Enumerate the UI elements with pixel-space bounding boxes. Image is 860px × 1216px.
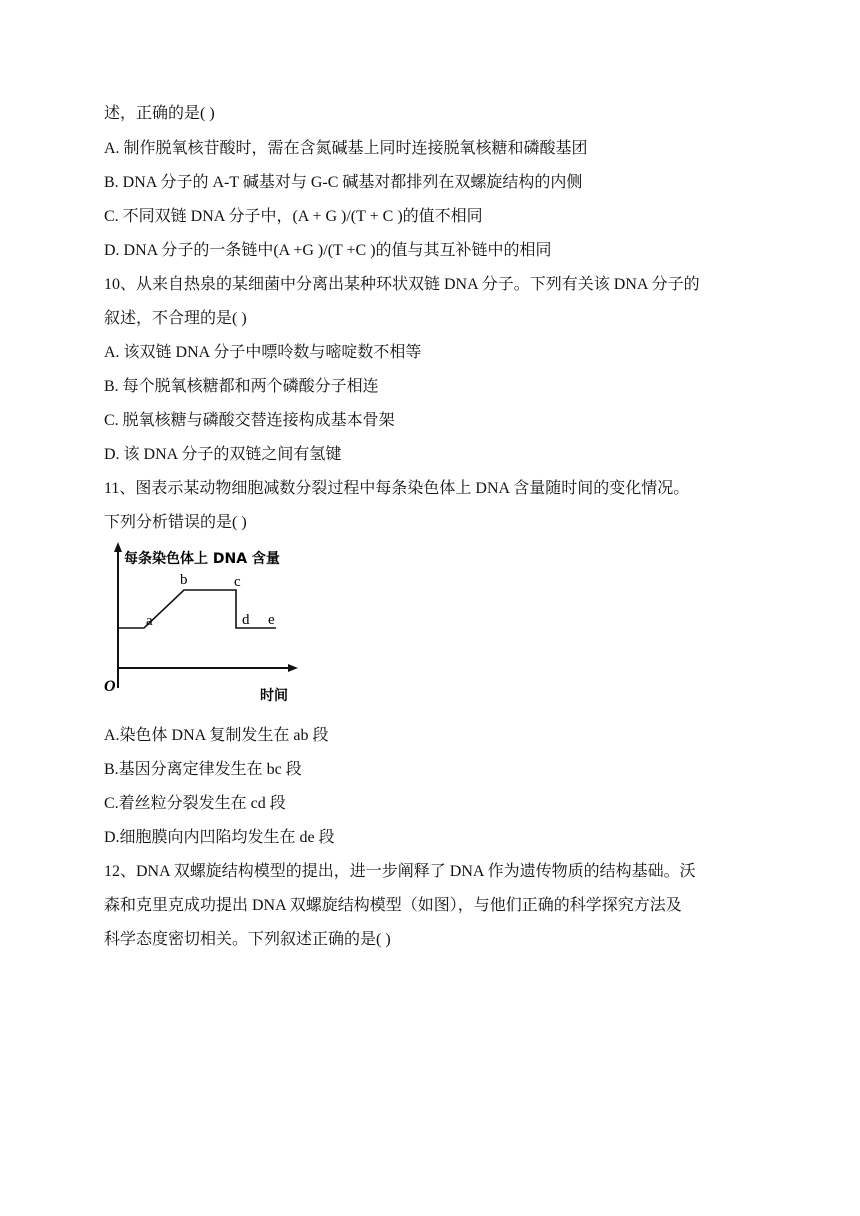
q9-stem-end: 述，正确的是( )	[104, 105, 215, 122]
origin-label: O	[104, 678, 116, 695]
q11-option-d: D.细胞膜向内凹陷均发生在 de 段	[104, 829, 335, 846]
q12-stem-line2: 森和克里克成功提出 DNA 双螺旋结构模型（如图），与他们正确的科学探究方法及	[104, 897, 682, 914]
q9-option-b: B. DNA 分子的 A-T 碱基对与 G-C 碱基对都排列在双螺旋结构的内侧	[104, 174, 583, 191]
q11-stem-line1: 11、图表示某动物细胞减数分裂过程中每条染色体上 DNA 含量随时间的变化情况。	[104, 480, 690, 497]
y-axis-arrow	[114, 542, 122, 552]
dna-content-graph	[100, 540, 320, 710]
q11-option-b: B.基因分离定律发生在 bc 段	[104, 761, 302, 778]
x-axis-arrow	[288, 664, 298, 672]
point-label-a: a	[146, 613, 153, 629]
q10-stem-line1: 10、从来自热泉的某细菌中分离出某种环状双链 DNA 分子。下列有关该 DNA 分子的	[104, 276, 700, 293]
point-label-d: d	[242, 612, 250, 628]
q9-option-a: A. 制作脱氧核苷酸时，需在含氮碱基上同时连接脱氧核糖和磷酸基团	[104, 140, 588, 157]
dna-content-figure	[100, 540, 320, 710]
point-label-c: c	[234, 574, 241, 590]
q10-stem-line2: 叙述，不合理的是( )	[104, 310, 247, 327]
y-axis-label: 每条染色体上 DNA 含量	[124, 551, 280, 567]
q10-option-a: A. 该双链 DNA 分子中嘌呤数与嘧啶数不相等	[104, 344, 422, 361]
dna-content-curve	[118, 590, 276, 628]
q10-option-c: C. 脱氧核糖与磷酸交替连接构成基本骨架	[104, 412, 395, 429]
q11-stem-line2: 下列分析错误的是( )	[104, 514, 247, 531]
q9-option-c: C. 不同双链 DNA 分子中，(A + G )/(T + C )的值不相同	[104, 208, 483, 225]
q12-stem-line1: 12、DNA 双螺旋结构模型的提出，进一步阐释了 DNA 作为遗传物质的结构基础。沃	[104, 863, 696, 880]
point-label-e: e	[268, 612, 275, 628]
q10-option-b: B. 每个脱氧核糖都和两个磷酸分子相连	[104, 378, 379, 395]
q12-stem-line3: 科学态度密切相关。下列叙述正确的是( )	[104, 931, 391, 948]
q10-option-d: D. 该 DNA 分子的双链之间有氢键	[104, 446, 342, 463]
q9-option-d: D. DNA 分子的一条链中(A +G )/(T +C )的值与其互补链中的相同	[104, 242, 552, 259]
point-label-b: b	[180, 572, 188, 588]
q11-option-a: A.染色体 DNA 复制发生在 ab 段	[104, 727, 329, 744]
q11-option-c: C.着丝粒分裂发生在 cd 段	[104, 795, 286, 812]
x-axis-label: 时间	[260, 688, 288, 704]
